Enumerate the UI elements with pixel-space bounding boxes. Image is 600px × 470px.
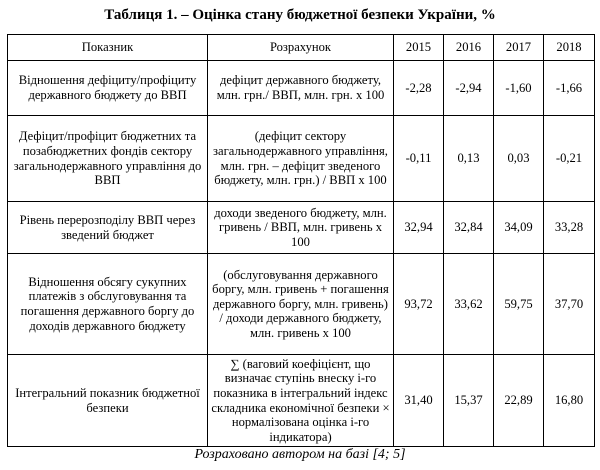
value-cell: 37,70 <box>544 254 595 355</box>
header-indicator: Показник <box>8 35 208 61</box>
value-cell: 31,40 <box>394 355 444 447</box>
value-cell: 16,80 <box>544 355 595 447</box>
calculation-cell: (дефіцит сектору загальнодержавного управління, млн. грн. – дефіцит зведеного бюджету, млн. грн.) / ВВП х 100 <box>208 116 394 202</box>
table-row <box>8 116 595 202</box>
value-cell: -1,66 <box>544 61 595 116</box>
header-year-2018: 2018 <box>544 35 595 61</box>
budget-security-table <box>7 34 595 447</box>
table-row <box>8 254 595 355</box>
value-cell: 32,94 <box>394 202 444 254</box>
value-cell: -2,28 <box>394 61 444 116</box>
indicator-cell: Дефіцит/профіцит бюджетних та позабюджетних фондів сектору загальнодержавного управління до ВВП <box>8 116 208 202</box>
calculation-cell: дефіцит державного бюджету, млн. грн./ ВВП, млн. грн. х 100 <box>208 61 394 116</box>
indicator-cell: Рівень перерозподілу ВВП через зведений бюджет <box>8 202 208 254</box>
value-cell: 0,03 <box>494 116 544 202</box>
value-cell: 33,28 <box>544 202 595 254</box>
value-cell: 32,84 <box>444 202 494 254</box>
table-row <box>8 355 595 447</box>
calculation-cell: доходи зведеного бюджету, млн. гривень / ВВП, млн. гривень х 100 <box>208 202 394 254</box>
table-row <box>8 61 595 116</box>
value-cell: -1,60 <box>494 61 544 116</box>
value-cell: 93,72 <box>394 254 444 355</box>
table-row <box>8 202 595 254</box>
indicator-cell: Відношення обсягу сукупних платежів з обслуговування та погашення державного боргу до доходів державного бюджету <box>8 254 208 355</box>
value-cell: -0,21 <box>544 116 595 202</box>
header-year-2016: 2016 <box>444 35 494 61</box>
value-cell: 22,89 <box>494 355 544 447</box>
header-year-2015: 2015 <box>394 35 444 61</box>
source-note: Розраховано автором на базі [4; 5] <box>194 447 406 462</box>
calculation-cell: (обслуговування державного боргу, млн. гривень + погашення державного боргу, млн. гривень) / доходи державного бюджету, млн. гривень х 100 <box>208 254 394 355</box>
table-title: Таблиця 1. – Оцінка стану бюджетної безпеки України, % <box>104 7 496 23</box>
indicator-cell: Відношення дефіциту/профіциту державного бюджету до ВВП <box>8 61 208 116</box>
calculation-cell: ∑ (ваговий коефіцієнт, що визначає ступінь внеску і-го показника в інтегральний індекс складника економічної безпеки × нормалізована оцінка і-го індикатора) <box>208 355 394 447</box>
value-cell: 34,09 <box>494 202 544 254</box>
value-cell: -0,11 <box>394 116 444 202</box>
value-cell: 0,13 <box>444 116 494 202</box>
header-row <box>8 35 595 61</box>
value-cell: -2,94 <box>444 61 494 116</box>
value-cell: 59,75 <box>494 254 544 355</box>
indicator-cell: Інтегральний показник бюджетної безпеки <box>8 355 208 447</box>
header-year-2017: 2017 <box>494 35 544 61</box>
value-cell: 15,37 <box>444 355 494 447</box>
header-calculation: Розрахунок <box>208 35 394 61</box>
value-cell: 33,62 <box>444 254 494 355</box>
